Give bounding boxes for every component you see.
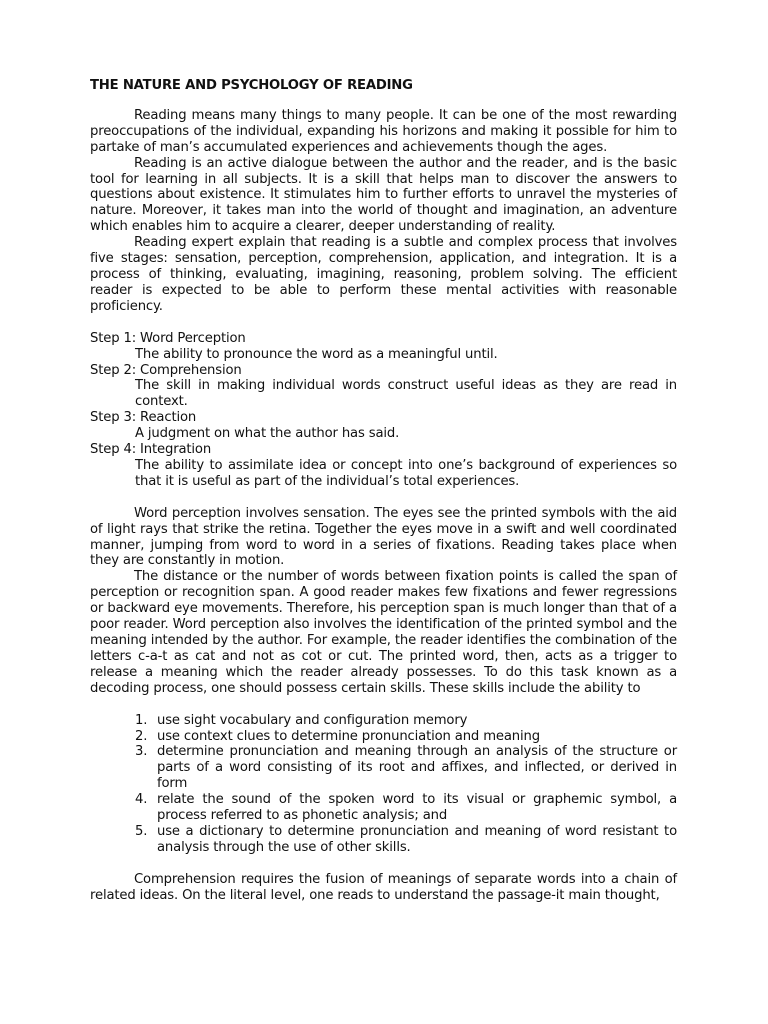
section-spacer (90, 697, 677, 713)
list-item (90, 792, 677, 824)
document-title: THE NATURE AND PSYCHOLOGY OF READING (90, 78, 413, 93)
section-spacer (90, 315, 677, 331)
intro-paragraph: Reading means many things to many people. It can be one of the most rewarding preoccupations of the individual, expanding his horizons and making it possible for him to partake of man’s accumulated experiences and achievements though the ages. (90, 107, 677, 155)
intro-paragraph: Reading is an active dialogue between the author and the reader, and is the basic tool for learning in all subjects. It is a skill that helps man to discover the answers to questions about existence. It stimulates him to further efforts to unravel the mysteries of nature. Moreover, it takes man into the world of thought and imagination, an adventure which enables him to acquire a clearer, deeper understanding of reality. (90, 155, 677, 235)
step-description: A judgment on what the author has said. (135, 426, 400, 442)
closing-paragraph: Comprehension requires the fusion of meanings of separate words into a chain of related ideas. On the literal level, one reads to understand the passage-it main thought, (90, 871, 677, 903)
list-number: 4. (135, 792, 148, 808)
list-number: 1. (135, 712, 148, 728)
document-page (90, 78, 677, 904)
section-spacer (90, 856, 677, 872)
step-description: The ability to pronounce the word as a meaningful until. (135, 346, 498, 362)
list-item-text: use a dictionary to determine pronunciation and meaning of word resistant to analysis through the use of other skills. (157, 823, 677, 855)
list-item-text: use sight vocabulary and configuration memory (157, 712, 468, 728)
list-number: 3. (135, 744, 148, 760)
list-number: 5. (135, 823, 148, 839)
body-paragraph: The distance or the number of words between fixation points is called the span of perception or recognition span. A good reader makes few fixations and fewer regressions or backward eye movements. Therefore, his perception span is much longer than that of a poor reader. Word perception also involves the identification of the printed symbol and the meaning intended by the author. For example, the reader identifies the combination of the letters c-a-t as cat and not as cot or cut. The printed word, then, acts as a trigger to release a meaning which the reader already possesses. To do this task known as a decoding process, one should possess certain skills. These skills include the ability to (90, 569, 677, 696)
list-item-text: use context clues to determine pronunciation and meaning (157, 728, 540, 744)
step-heading: Step 3: Reaction (90, 410, 197, 426)
step-heading: Step 2: Comprehension (90, 362, 242, 378)
list-item-text: relate the sound of the spoken word to its visual or graphemic symbol, a process referred to as phonetic analysis; and (157, 792, 677, 824)
skills-list (90, 713, 677, 856)
list-item (90, 824, 677, 856)
step-description: The ability to assimilate idea or concept into one’s background of experiences so that it is useful as part of the individual’s total experiences. (135, 457, 677, 489)
list-item (90, 744, 677, 792)
step-item (90, 363, 677, 411)
list-item (90, 713, 677, 729)
step-description: The skill in making individual words construct useful ideas as they are read in context. (135, 378, 677, 410)
step-heading: Step 1: Word Perception (90, 330, 246, 346)
intro-paragraph: Reading expert explain that reading is a subtle and complex process that involves five stages: sensation, perception, comprehension, application, and integration. It is a process of thinking, evaluating, imagining, reasoning, problem solving. The efficient reader is expected to be able to perform these mental activities with reasonable proficiency. (90, 235, 677, 314)
step-heading: Step 4: Integration (90, 442, 212, 458)
step-item (90, 442, 677, 490)
body-paragraph: Word perception involves sensation. The eyes see the printed symbols with the aid of light rays that strike the retina. Together the eyes move in a swift and well coordinated manner, jumping from word to word in a series of fixations. Reading takes place when they are constantly in motion. (90, 505, 677, 569)
step-item (90, 410, 677, 442)
section-spacer (90, 490, 677, 506)
list-item (90, 729, 677, 745)
step-item (90, 331, 677, 363)
list-item-text: determine pronunciation and meaning through an analysis of the structure or parts of a word consisting of its root and affixes, and inflected, or derived in form (157, 744, 677, 792)
list-number: 2. (135, 728, 148, 744)
